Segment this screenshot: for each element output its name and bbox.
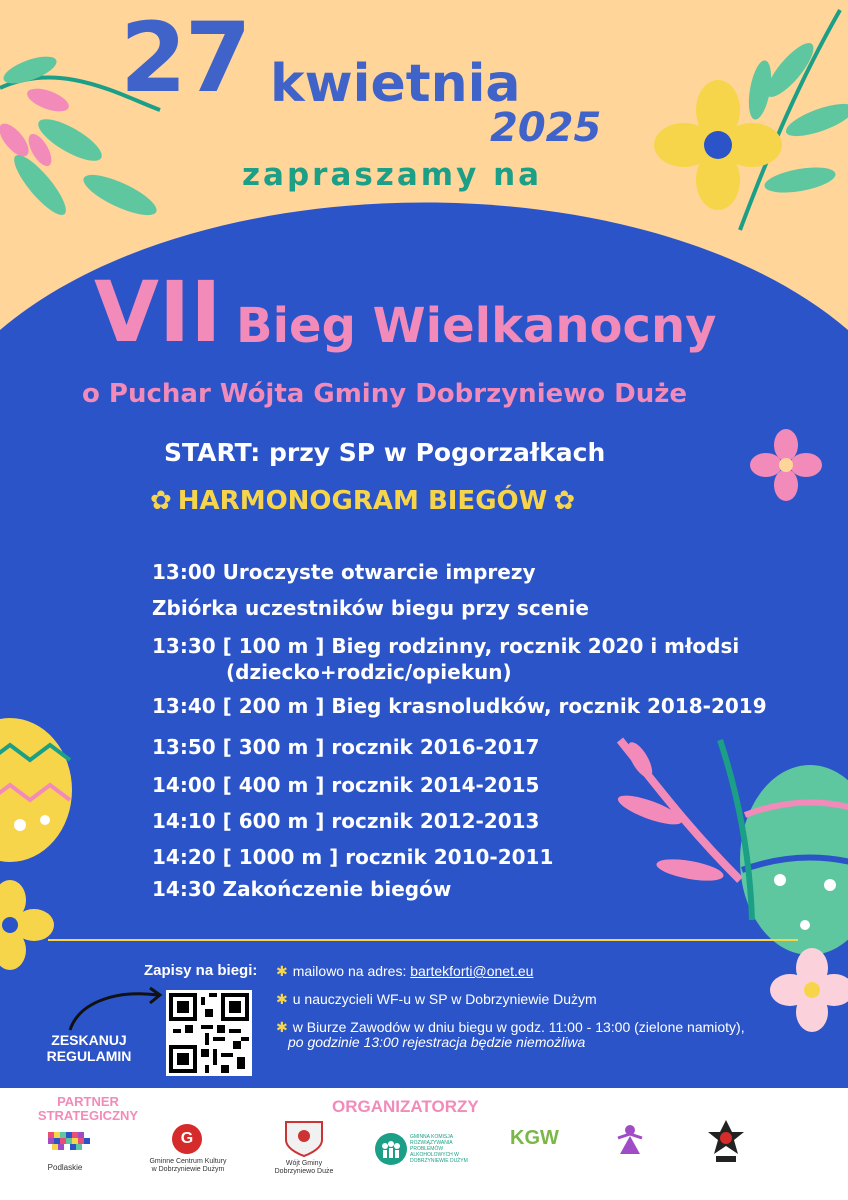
registration-email-prefix: mailowo na adres: [292,963,407,979]
bullet-star-icon: ✱ [276,1019,288,1035]
coat-of-arms-icon [282,1118,326,1158]
schedule-heading [150,488,575,514]
schedule-time: 14:30 [152,877,216,901]
star-icon: ✿ [553,486,576,516]
schedule-time: 13:40 [152,694,216,718]
schedule-item [152,773,539,797]
schedule-item [152,694,767,718]
event-title: Bieg Wielkanocny [236,298,717,354]
scan-regulations-label: ZESKANUJ REGULAMIN [46,1032,132,1065]
registration-teachers: u nauczycieli WF-u w SP w Dobrzyniewie Dużym [292,991,597,1007]
schedule-item [152,877,451,901]
qr-code[interactable] [166,990,252,1076]
schedule-time: 13:50 [152,735,216,759]
podlaskie-logo-icon [44,1128,104,1164]
schedule-text: [ 1000 m ] rocznik 2010-2011 [222,845,554,869]
flower-topright-icon [654,10,848,230]
schedule-time: 13:00 [152,560,216,584]
schedule-item [226,660,512,684]
schedule-text: [ 400 m ] rocznik 2014-2015 [222,773,540,797]
gkrpa-caption: GMINNA KOMISJA ROZWIĄZYWANIA PROBLEMÓW ALKOHOLOWYCH W DOBRZYNIEWIE DUŻYM [410,1134,468,1164]
start-location: START: przy SP w Pogorzałkach [164,438,606,467]
schedule-text: Zakończenie biegów [222,877,452,901]
date-day: 27 [120,2,250,114]
wojt-caption: Wójt Gminy Dobrzyniewo Duże [274,1160,334,1176]
registration-note: po godzinie 13:00 rejestracja będzie niemożliwa [288,1034,586,1050]
title-edition: VII [94,263,222,361]
date-month: kwietnia [270,54,521,114]
schedule-item [152,845,553,869]
schedule-text: Zbiórka uczestników biegu przy scenie [152,596,589,620]
bullet-star-icon: ✱ [276,963,288,979]
registration-office: w Biurze Zawodów w dniu biegu w godz. 11:00 - 13:00 (zielone namioty), [292,1019,745,1035]
podlaskie-caption: Podlaskie [47,1163,83,1172]
star-icon: ✿ [150,486,172,516]
bullet-star-icon: ✱ [276,991,288,1007]
osp-logo-icon [706,1118,746,1164]
schedule-text: [ 600 m ] rocznik 2012-2013 [222,809,540,833]
schedule-item [152,809,539,833]
schedule-time: 14:00 [152,773,216,797]
date-year: 2025 [490,105,602,151]
gck-caption: Gminne Centrum Kultury w Dobrzyniewie Dużym [149,1158,227,1174]
schedule-item [152,596,589,620]
schedule-heading-text: HARMONOGRAM BIEGÓW [177,486,548,516]
schedule-item [152,735,539,759]
organizers-label: ORGANIZATORZY [332,1097,479,1116]
divider [48,939,798,941]
registration-email-line [276,963,533,980]
schedule-time: 14:20 [152,845,216,869]
gck-logo-icon: G [172,1124,202,1154]
schedule-text: [ 200 m ] Bieg krasnoludków, rocznik 2018-2019 [222,694,767,718]
invite-text: zapraszamy na [242,157,543,193]
registration-label: Zapisy na biegi: [144,962,258,979]
registration-email-link[interactable]: bartekforti@onet.eu [410,963,534,979]
schedule-text: Uroczyste otwarcie imprezy [222,560,536,584]
qr-code-icon [169,993,249,1073]
event-subtitle: o Puchar Wójta Gminy Dobrzyniewo Duże [82,379,688,409]
schedule-text: [ 100 m ] Bieg rodzinny, rocznik 2020 i młodsi [222,634,740,658]
parafia-logo-icon [616,1122,644,1156]
schedule-item [152,634,739,658]
partner-label: PARTNER STRATEGICZNY [37,1094,139,1123]
registration-teachers-line [276,991,597,1008]
schedule-item [152,560,536,584]
gkrpa-logo-icon [374,1132,408,1166]
kgw-logo: KGW [510,1127,559,1149]
schedule-time: 13:30 [152,634,216,658]
schedule-time: 14:10 [152,809,216,833]
schedule-text: [ 300 m ] rocznik 2016-2017 [222,735,540,759]
schedule-text: (dziecko+rodzic/opiekun) [226,660,512,684]
